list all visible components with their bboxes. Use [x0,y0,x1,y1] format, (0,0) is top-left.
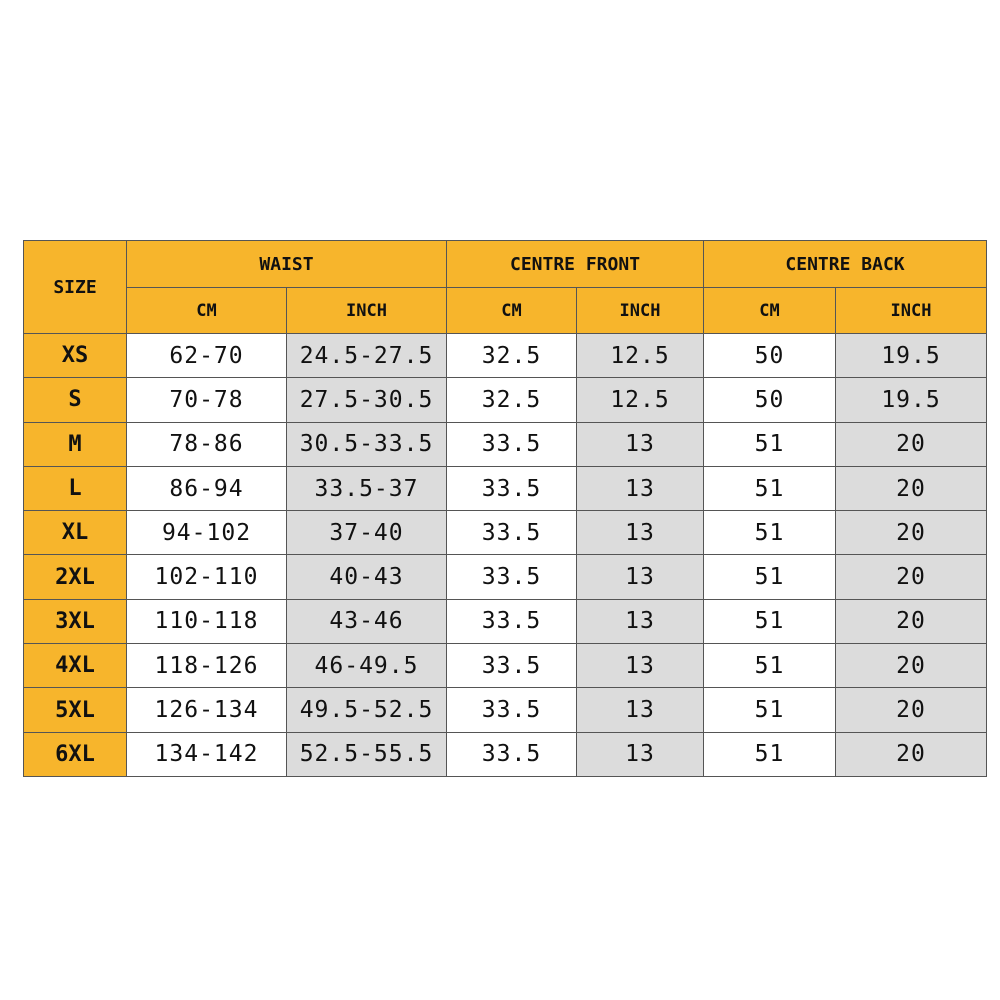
table-row [24,688,987,732]
table-row [24,511,987,555]
waist-inch-cell: 49.5-52.5 [287,688,447,732]
centre-back-inch-cell: 20 [836,599,987,643]
centre-front-cm-cell: 33.5 [447,644,577,688]
waist-cm-cell: 70-78 [127,378,287,422]
centre-back-inch-cell: 20 [836,511,987,555]
centre-back-inch-header: INCH [836,288,987,334]
waist-cm-cell: 94-102 [127,511,287,555]
size-cell: S [24,378,127,422]
centre-back-inch-cell: 20 [836,555,987,599]
waist-inch-cell: 37-40 [287,511,447,555]
size-cell: L [24,466,127,510]
waist-cm-cell: 62-70 [127,334,287,378]
centre-front-inch-cell: 13 [577,511,704,555]
waist-inch-cell: 30.5-33.5 [287,422,447,466]
centre-back-inch-cell: 19.5 [836,378,987,422]
waist-inch-header: INCH [287,288,447,334]
size-chart [23,240,986,777]
centre-front-inch-cell: 13 [577,732,704,776]
waist-inch-cell: 46-49.5 [287,644,447,688]
waist-cm-cell: 86-94 [127,466,287,510]
waist-cm-cell: 78-86 [127,422,287,466]
waist-cm-cell: 102-110 [127,555,287,599]
centre-front-inch-cell: 13 [577,644,704,688]
waist-inch-cell: 33.5-37 [287,466,447,510]
size-cell: 2XL [24,555,127,599]
centre-front-cm-cell: 32.5 [447,378,577,422]
centre-front-inch-cell: 13 [577,555,704,599]
centre-back-header: CENTRE BACK [704,241,987,288]
centre-back-inch-cell: 20 [836,732,987,776]
centre-back-cm-cell: 51 [704,599,836,643]
centre-back-inch-cell: 19.5 [836,334,987,378]
centre-back-cm-cell: 51 [704,422,836,466]
waist-cm-cell: 126-134 [127,688,287,732]
centre-front-inch-cell: 12.5 [577,378,704,422]
size-cell: 6XL [24,732,127,776]
centre-front-cm-cell: 33.5 [447,466,577,510]
centre-back-cm-cell: 50 [704,378,836,422]
centre-front-cm-cell: 33.5 [447,688,577,732]
waist-cm-cell: 134-142 [127,732,287,776]
waist-header: WAIST [127,241,447,288]
table-row [24,422,987,466]
table-row [24,599,987,643]
waist-inch-cell: 24.5-27.5 [287,334,447,378]
size-cell: M [24,422,127,466]
centre-back-cm-cell: 51 [704,466,836,510]
table-row [24,466,987,510]
centre-front-cm-cell: 33.5 [447,599,577,643]
waist-inch-cell: 52.5-55.5 [287,732,447,776]
centre-back-inch-cell: 20 [836,688,987,732]
centre-back-inch-cell: 20 [836,422,987,466]
centre-front-inch-header: INCH [577,288,704,334]
centre-back-cm-cell: 51 [704,511,836,555]
centre-back-cm-cell: 51 [704,555,836,599]
size-cell: 3XL [24,599,127,643]
table-row [24,334,987,378]
centre-front-inch-cell: 13 [577,688,704,732]
centre-front-cm-header: CM [447,288,577,334]
centre-front-cm-cell: 33.5 [447,422,577,466]
waist-cm-cell: 110-118 [127,599,287,643]
waist-cm-cell: 118-126 [127,644,287,688]
table-row [24,732,987,776]
waist-inch-cell: 43-46 [287,599,447,643]
centre-front-inch-cell: 13 [577,466,704,510]
centre-front-inch-cell: 12.5 [577,334,704,378]
centre-front-header: CENTRE FRONT [447,241,704,288]
size-chart-table [23,240,987,777]
size-cell: XL [24,511,127,555]
centre-back-cm-cell: 50 [704,334,836,378]
centre-front-cm-cell: 32.5 [447,334,577,378]
size-cell: 4XL [24,644,127,688]
table-row [24,644,987,688]
size-cell: XS [24,334,127,378]
waist-inch-cell: 27.5-30.5 [287,378,447,422]
centre-front-cm-cell: 33.5 [447,732,577,776]
table-row [24,555,987,599]
centre-front-cm-cell: 33.5 [447,555,577,599]
centre-back-inch-cell: 20 [836,644,987,688]
size-cell: 5XL [24,688,127,732]
size-table-body [24,334,987,777]
centre-back-cm-header: CM [704,288,836,334]
waist-inch-cell: 40-43 [287,555,447,599]
centre-front-inch-cell: 13 [577,599,704,643]
table-row [24,378,987,422]
waist-cm-header: CM [127,288,287,334]
centre-back-cm-cell: 51 [704,644,836,688]
centre-back-inch-cell: 20 [836,466,987,510]
centre-back-cm-cell: 51 [704,688,836,732]
centre-front-inch-cell: 13 [577,422,704,466]
size-header: SIZE [24,241,127,334]
centre-back-cm-cell: 51 [704,732,836,776]
centre-front-cm-cell: 33.5 [447,511,577,555]
